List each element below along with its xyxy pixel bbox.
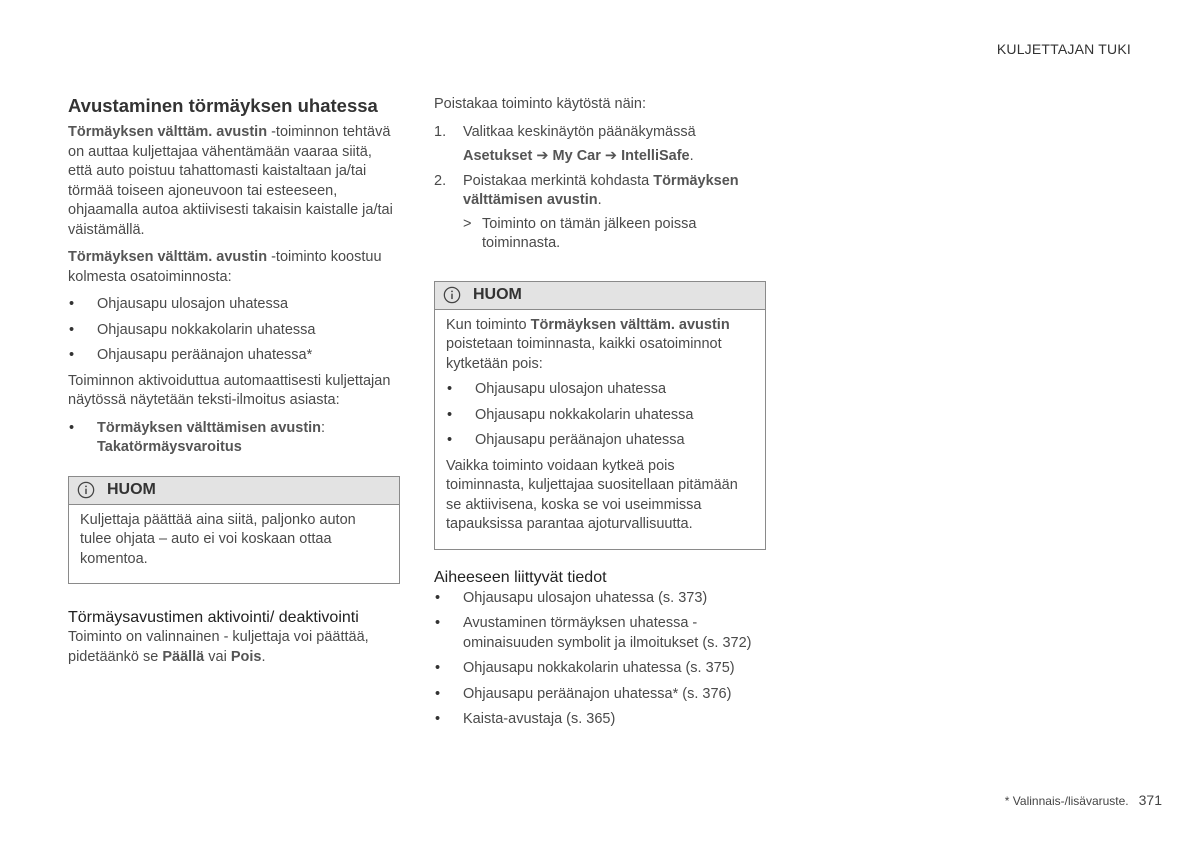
list-item <box>68 419 400 458</box>
toggle-text-end: . <box>261 648 266 665</box>
bullet: • <box>435 660 441 676</box>
note-header <box>69 477 399 505</box>
function-name: Törmäyksen välttäm. avustin <box>530 316 730 333</box>
list-item-text: Ohjausapu ulosajon uhatessa <box>475 381 667 397</box>
arrow-right-icon: ➔ <box>536 147 549 164</box>
bullet: • <box>435 685 441 702</box>
note-text: poistetaan toiminnasta, kaikki osatoiminnot kytketään pois: <box>446 336 722 372</box>
bullet: • <box>69 296 75 312</box>
message-list <box>68 419 400 458</box>
list-item <box>446 431 754 451</box>
bullet: • <box>447 432 453 448</box>
section-header: KULJETTAJAN TUKI <box>996 41 1131 57</box>
step-end: . <box>689 147 694 164</box>
step-number: 1. <box>434 123 447 140</box>
list-item-text: Ohjausapu ulosajon uhatessa <box>97 296 289 312</box>
note-paragraph <box>446 316 754 375</box>
step-text: Poistakaa merkintä kohdasta <box>463 172 654 189</box>
page-heading: Avustaminen törmäyksen uhatessa <box>68 95 378 116</box>
bullet: • <box>435 615 441 631</box>
related-heading: Aiheeseen liittyvät tiedot <box>434 568 607 586</box>
option-on: Päällä <box>162 648 205 665</box>
intro-text: -toiminnon tehtävä on auttaa kuljettajaa vähentämään vaaraa siitä, että auto poistuu tahattomasti kaistaltaan ja/tai törmää toiseen ajoneuvoon tai esteeseen, ohjaamalla autoa aktiivisesti takaisin kaistalle ja/tai väistämällä. <box>68 124 393 238</box>
function-name: Törmäyksen välttäm. avustin <box>68 249 268 265</box>
intro-paragraph <box>68 123 400 240</box>
step-item <box>434 172 766 211</box>
list-item <box>68 295 400 315</box>
step-end: . <box>597 192 602 208</box>
setting-name: Törmäyksen välttämisen avustin <box>463 172 739 208</box>
left-column <box>68 95 400 675</box>
note-text: Kuljettaja päättää aina siitä, paljonko auton tulee ohjata – auto ei voi koskaan ottaa komentoa. <box>80 511 356 567</box>
page-footer <box>1005 792 1162 808</box>
bullet: • <box>69 419 75 436</box>
note-body <box>435 310 765 549</box>
menu-path-settings: Asetukset <box>463 147 533 164</box>
bullet: • <box>435 589 441 606</box>
right-column <box>434 95 766 736</box>
note-box <box>434 281 766 550</box>
composition-paragraph <box>68 248 400 287</box>
list-item <box>446 406 754 426</box>
related-link-text[interactable]: Ohjausapu ulosajon uhatessa (s. 373) <box>463 589 708 606</box>
message-separator: : <box>321 419 326 436</box>
note-paragraph: Vaikka toiminto voidaan kytkeä pois toiminnasta, kuljettajaa suositellaan pitämään se aktiivisena, koska se voi useimmissa tapauksissa parantaa ajoturvallisuutta. <box>446 457 738 532</box>
steps-list <box>434 120 766 211</box>
bullet: • <box>447 406 453 423</box>
function-name: Törmäyksen välttäm. avustin <box>68 124 268 140</box>
related-link-text[interactable]: Avustaminen törmäyksen uhatessa -ominaisuuden symbolit ja ilmoitukset (s. 372) <box>463 615 752 651</box>
list-item <box>446 380 754 400</box>
steps-intro: Poistakaa toiminto käytöstä näin: <box>434 96 646 112</box>
toggle-text-or: vai <box>204 648 231 665</box>
result-arrow: > <box>463 215 472 232</box>
list-item-text: Ohjausapu nokkakolarin uhatessa <box>97 321 316 338</box>
subfunction-list <box>68 295 400 366</box>
bullet: • <box>69 321 75 338</box>
info-circle-icon <box>77 481 95 499</box>
list-item-text: Ohjausapu peräänajon uhatessa <box>475 432 685 448</box>
list-item <box>68 321 400 341</box>
note-list <box>446 380 754 451</box>
related-link[interactable] <box>434 614 766 653</box>
step-item <box>434 120 766 168</box>
composition-text: -toiminto koostuu kolmesta osatoiminnosta: <box>68 249 382 285</box>
arrow-right-icon: ➔ <box>604 147 618 164</box>
list-item <box>68 346 400 366</box>
note-box <box>68 476 400 585</box>
bullet: • <box>447 381 453 397</box>
related-link[interactable] <box>434 589 766 609</box>
toggle-text: Toiminto on valinnainen - kuljettaja voi päättää, pidetäänkö se <box>68 629 369 665</box>
menu-path-mycar: My Car <box>552 147 601 164</box>
message-title: Törmäyksen välttämisen avustin <box>97 419 322 436</box>
result-text: Toiminto on tämän jälkeen poissa toiminnasta. <box>482 215 697 251</box>
related-link-text[interactable]: Kaista-avustaja (s. 365) <box>463 711 616 727</box>
note-text: Kun toiminto <box>446 316 531 333</box>
list-item-text: Ohjausapu nokkakolarin uhatessa <box>475 406 694 423</box>
list-item-text: Ohjausapu peräänajon uhatessa* <box>97 347 313 363</box>
related-link-text[interactable]: Ohjausapu peräänajon uhatessa* (s. 376) <box>463 685 732 702</box>
section-subheading: Törmäysavustimen aktivointi/ deaktivointi <box>68 609 359 626</box>
step-result <box>434 215 766 254</box>
activation-paragraph: Toiminnon aktivoiduttua automaattisesti kuljettajan näytössä näytetään teksti-ilmoitus asiasta: <box>68 372 391 408</box>
related-link-text[interactable]: Ohjausapu nokkakolarin uhatessa (s. 375) <box>463 660 735 676</box>
toggle-paragraph <box>68 628 400 667</box>
note-title: HUOM <box>473 286 522 303</box>
step-number: 2. <box>434 172 447 189</box>
related-link[interactable] <box>434 659 766 679</box>
info-circle-icon <box>443 286 461 304</box>
note-title: HUOM <box>107 481 156 498</box>
menu-path-intellisafe: IntelliSafe <box>621 147 690 164</box>
page-number: 371 <box>1138 792 1162 808</box>
related-link[interactable] <box>434 710 766 730</box>
option-off: Pois <box>230 648 262 665</box>
related-link[interactable] <box>434 685 766 705</box>
step-text: Valitkaa keskinäytön päänäkymässä <box>463 123 696 140</box>
note-body <box>69 505 399 584</box>
bullet: • <box>435 711 441 727</box>
note-header <box>435 282 765 310</box>
message-text: Takatörmäysvaroitus <box>97 439 242 455</box>
related-list <box>434 589 766 730</box>
footnote: * Valinnais-/lisävaruste. <box>1004 794 1129 808</box>
bullet: • <box>69 347 75 363</box>
